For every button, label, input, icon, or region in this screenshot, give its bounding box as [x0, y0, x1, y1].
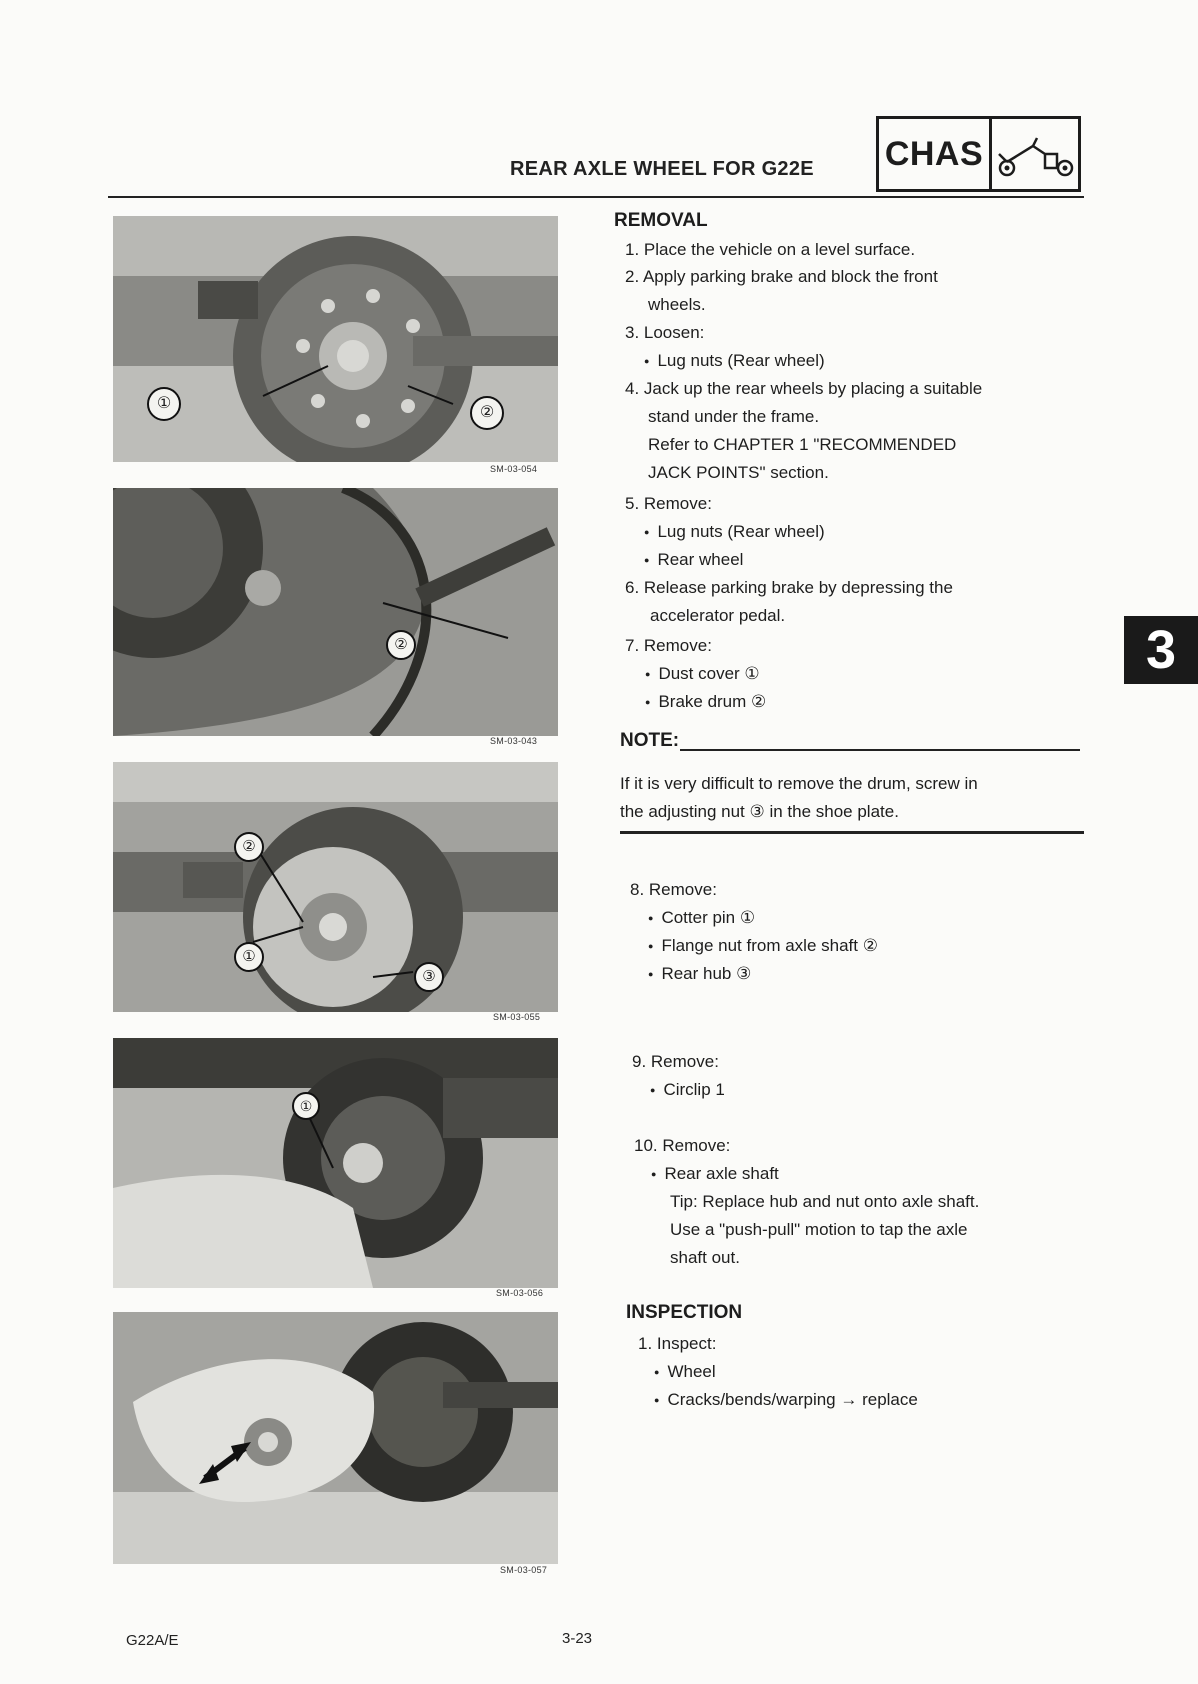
footer-model: G22A/E	[126, 1632, 179, 1649]
inspection-title: INSPECTION	[626, 1302, 743, 1323]
step-2: 2. Apply parking brake and block the front	[625, 267, 938, 286]
photo-id: SM-03-043	[490, 736, 538, 746]
step-4-cont: Refer to CHAPTER 1 "RECOMMENDED	[648, 435, 957, 454]
photo-id: SM-03-055	[493, 1012, 541, 1022]
photo-hub-cotter-pin	[113, 762, 558, 1012]
bullet-item: ● Lug nuts (Rear wheel)	[644, 518, 825, 548]
bullet-item: ● Wheel	[654, 1358, 716, 1388]
bullet-item: ● Cracks/bends/warping → replace	[654, 1386, 918, 1416]
step-8: 8. Remove:	[630, 880, 717, 899]
photo-id: SM-03-056	[496, 1288, 544, 1298]
header-rule	[108, 196, 1084, 198]
bullet-item: ● Cotter pin ①	[648, 904, 755, 934]
bullet-item: ● Rear wheel	[644, 546, 743, 576]
bullet-item: ● Brake drum ②	[645, 688, 766, 718]
step-2-cont: wheels.	[648, 295, 706, 314]
photo-id: SM-03-054	[490, 464, 538, 474]
note-title: NOTE:	[620, 730, 680, 751]
step-9: 9. Remove:	[632, 1052, 719, 1071]
callout-2: ②	[234, 832, 264, 862]
note-title-rule	[680, 749, 1080, 751]
step-6: 6. Release parking brake by depressing the	[625, 578, 953, 597]
note-body	[620, 770, 1086, 826]
note-line: the adjusting nut ③ in the shoe plate.	[620, 802, 899, 821]
callout-3: ③	[414, 962, 444, 992]
step-6-cont: accelerator pedal.	[650, 606, 786, 625]
bullet-item: ● Rear axle shaft	[651, 1160, 779, 1190]
chapter-tab: 3	[1124, 616, 1198, 684]
step-4-cont: stand under the frame.	[648, 407, 820, 426]
step-3: 3. Loosen:	[625, 323, 705, 342]
callout-1: ①	[147, 387, 181, 421]
bullet-item: ● Circlip 1	[650, 1076, 725, 1106]
bullet-item: ● Rear hub ③	[648, 960, 751, 990]
callout-2: ②	[386, 630, 416, 660]
step-10-cont: Use a "push-pull" motion to tap the axle	[670, 1220, 968, 1239]
bullet-item: ● Flange nut from axle shaft ②	[648, 932, 878, 962]
removal-title: REMOVAL	[614, 210, 708, 231]
step-10-cont: Tip: Replace hub and nut onto axle shaft.	[670, 1192, 980, 1211]
vehicle-chassis-icon	[992, 119, 1078, 189]
step-10-cont: shaft out.	[670, 1248, 740, 1267]
photo-circlip	[113, 1038, 558, 1288]
photo-id: SM-03-057	[500, 1565, 548, 1575]
photo-brake-drum	[113, 488, 558, 736]
note-line: If it is very difficult to remove the drum, screw in	[620, 774, 978, 793]
step-10: 10. Remove:	[634, 1136, 731, 1155]
photo-axle-shaft	[113, 1312, 558, 1564]
page-number: 3-23	[562, 1630, 593, 1647]
step-5: 5. Remove:	[625, 494, 712, 513]
inspection-step-1: 1. Inspect:	[638, 1334, 717, 1353]
callout-1: ①	[292, 1092, 320, 1120]
callout-1: ①	[234, 942, 264, 972]
step-1: 1. Place the vehicle on a level surface.	[625, 240, 916, 259]
step-4: 4. Jack up the rear wheels by placing a suitable	[625, 379, 983, 398]
step-4-cont: JACK POINTS" section.	[648, 463, 829, 482]
bullet-item: ● Lug nuts (Rear wheel)	[644, 347, 825, 377]
step-7: 7. Remove:	[625, 636, 712, 655]
bullet-item: ● Dust cover ①	[645, 660, 760, 690]
page-title: REAR AXLE WHEEL FOR G22E	[510, 158, 814, 180]
section-badge	[876, 116, 1081, 192]
badge-label: CHAS	[879, 119, 992, 189]
note-end-rule	[620, 831, 1084, 834]
callout-2: ②	[470, 396, 504, 430]
